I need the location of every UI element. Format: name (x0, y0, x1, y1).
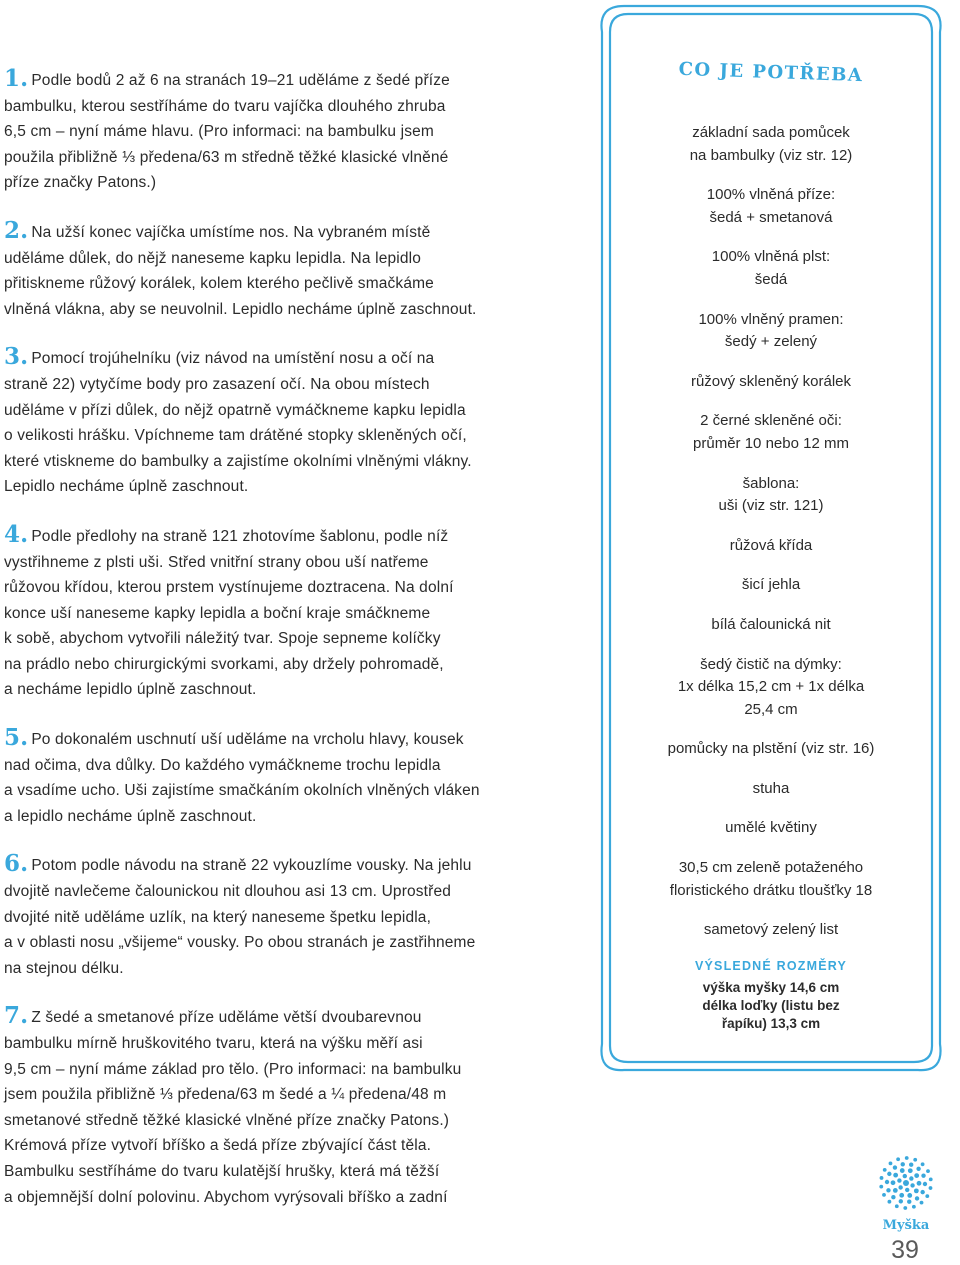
material-item: růžový skleněný korálek (690, 372, 852, 390)
step-number: 1. (4, 65, 29, 92)
material-item: 100% vlněný pramen: šedý + zelený (698, 310, 844, 351)
material-item: umělé květiny (725, 819, 817, 837)
step-2 (4, 218, 560, 322)
material-item: sametový zelený list (703, 921, 839, 939)
step-7 (4, 1003, 560, 1210)
step-text: Podle bodů 2 až 6 na stranách 19–21 uděláme z šedé příze bambulku, kterou sestříháme do tvaru vajíčka dlouhého zhruba 6,5 cm – nyní máme hlavu. (Pro informaci: na bambulku jsem použila přibližně ⅓ předena/63 m středně těžké klasické vlněné příze značky Patons.) (4, 72, 450, 192)
result-text: výška myšky 14,6 cm délka loďky (listu bez řapíku) 13,3 cm (702, 979, 840, 1031)
step-5 (4, 725, 560, 829)
material-item: bílá čalounická nit (711, 615, 831, 633)
step-text: Pomocí trojúhelníku (viz návod na umístění nosu a očí na straně 22) vytyčíme body pro zasazení očí. Na obou místech uděláme v přízi důlek, do nějž opatrně vymáčkneme kapku lepidla o velikosti hrášku. Vpíchneme tam drátěné stopky skleněných očí, které vtiskneme do bambulky a zajistíme okolními vlněnými vlákny. Lepidlo necháme úplně zaschnout. (4, 350, 472, 496)
step-text: Z šedé a smetanové příze uděláme větší dvoubarevnou bambulku mírně hruškovitého tvaru, která na výšku měří asi 9,5 cm – nyní máme základ pro tělo. (Pro informaci: na bambulku jsem použila přibližně ⅓ předena/63 m šedé a ¼ předena/48 m smetanové středně těžké klasické vlněné příze značky Patons.) Krémová příze vytvoří bříško a šedá příze zbývající část těla. Bambulku sestříháme do tvaru kulatější hrušky, která má těžší a objemnější dolní polovinu. Abychom vyrýsovali bříško a zadní (4, 1009, 462, 1206)
step-number: 7. (4, 1002, 29, 1030)
material-item: šablona: uši (viz str. 121) (718, 474, 824, 515)
material-item: 100% vlněná příze: šedá + smetanová (706, 186, 836, 226)
step-4 (4, 522, 560, 703)
material-item: 100% vlněná plst: šedá (711, 248, 831, 288)
material-item: růžová křída (729, 536, 813, 554)
page-number: 39 (891, 1236, 919, 1264)
step-number: 3. (4, 343, 29, 371)
material-item: 2 černé skleněné oči: průměr 10 nebo 12 mm (693, 412, 849, 452)
materials-panel (598, 4, 944, 1074)
step-text: Na užší konec vajíčka umístíme nos. Na vybraném místě uděláme důlek, do nějž naneseme kapku lepidla. Na lepidlo přitiskneme růžový korálek, kolem kterého pečlivě smačkáme vlněná vlákna, aby se neuvolnil. Lepidlo necháme úplně zaschnout. (4, 223, 477, 318)
step-number: 4. (4, 520, 29, 548)
material-item: stuha (752, 779, 790, 797)
section-label: Myška (882, 1218, 930, 1233)
material-item: 30,5 cm zeleně potaženého floristického drátku tloušťky 18 (669, 859, 873, 899)
step-number: 5. (4, 724, 29, 752)
materials-list (616, 122, 926, 1033)
step-3 (4, 344, 560, 500)
step-text: Po dokonalém uschnutí uší uděláme na vrcholu hlavy, kousek nad očima, dva důlky. Do každého vymáčkneme trochu lepidla a vsadíme ucho. Uši zajistíme smačkáním okolních vlněných vláken a lepidlo necháme úplně zaschnout. (4, 731, 480, 825)
step-text: Potom podle návodu na straně 22 vykouzlíme vousky. Na jehlu dvojitě navlečeme čalounickou nit dlouhou asi 13 cm. Uprostřed dvojité nitě uděláme uzlík, na který naneseme špetku lepidla, a v oblasti nosu „všijeme“ vousky. Po obou stranách je zastřihneme na stejnou délku. (4, 857, 476, 977)
material-item: šedý čistič na dýmky: 1x délka 15,2 cm + 1x délka 25,4 cm (677, 655, 865, 718)
material-item: šicí jehla (741, 576, 801, 594)
step-6 (4, 851, 560, 981)
material-item: pomůcky na plstění (viz str. 16) (667, 740, 875, 758)
step-number: 6. (4, 850, 29, 878)
dotted-burst-icon (876, 1152, 936, 1214)
instructions-column (4, 66, 560, 1232)
result-title: VÝSLEDNÉ ROZMĚRY (694, 958, 848, 973)
material-item: základní sada pomůcek na bambulky (viz str. 12) (689, 124, 853, 164)
panel-title: CO JE POTŘEBA (678, 58, 864, 87)
step-1 (4, 66, 560, 196)
step-text: Podle předlohy na straně 121 zhotovíme šablonu, podle níž vystřihneme z plsti uši. Střed vnitřní strany obou uší natřeme růžovou křídou, kterou prstem vystínujeme doztracena. Na dolní konce uší naneseme kapky lepidla a boční kraje smáčkneme k sobě, abychom vytvořili náležitý tvar. Spoje sepneme kolíčky na prádlo nebo chirurgickými svorkami, aby držely pohromadě, a necháme lepidlo úplně zaschnout. (4, 527, 454, 699)
step-number: 2. (4, 216, 29, 244)
